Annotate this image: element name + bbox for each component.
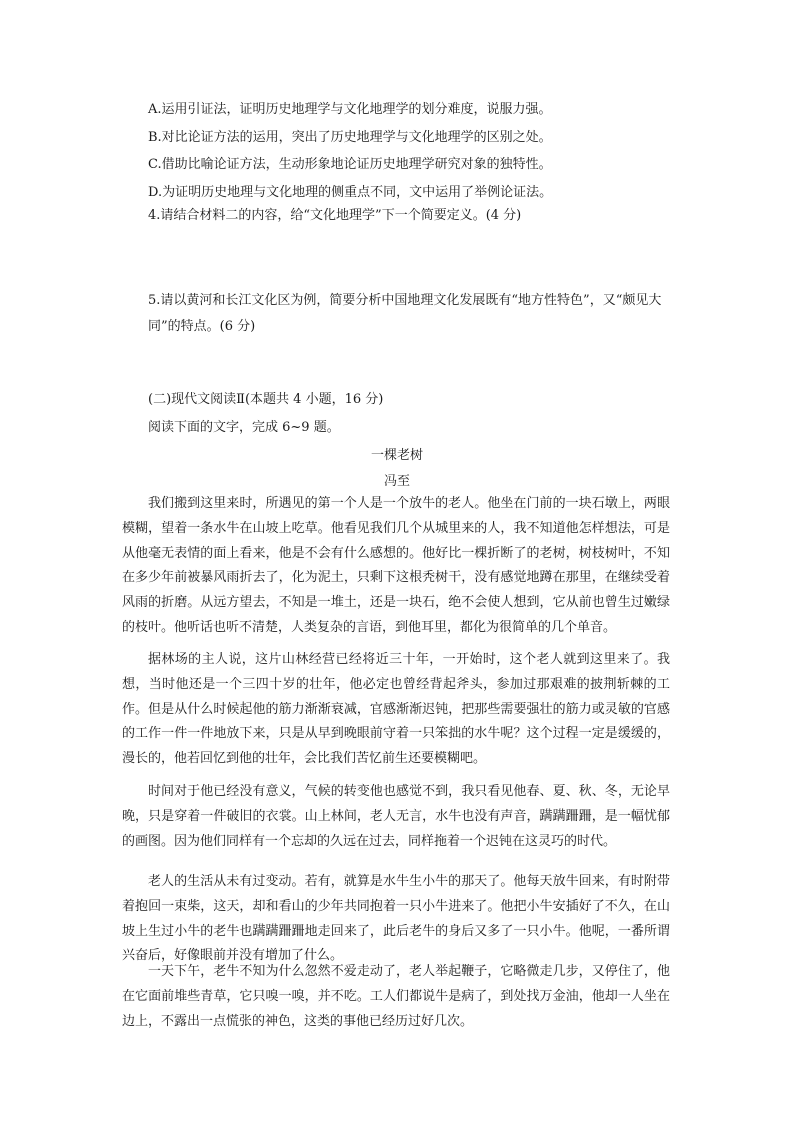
article-paragraph: 我们搬到这里来时，所遇见的第一个人是一个放牛的老人。他坐在门前的一块石墩上，两眼模糊，望着一条水牛在山坡上吃草。他看见我们几个从城里来的人，我不知道他怎样想法，可是从他毫无表情的面上看来，他是不会有什么感想的。他好比一棵折断了的老树，树枝树叶，不知在多少年前被暴风雨折去了，化为泥土，只剩下这根秃树干，没有感觉地蹲在那里，在继续受着风雨的折磨。从远方望去，不知是一堆土，还是一块石，绝不会使人想到，它从前也曾生过嫩绿的枝叶。他听话也听不清楚，人类复杂的言语，到他耳里，都化为很简单的几个单音。 <box>122 496 670 635</box>
article-paragraph: 老人的生活从未有过变动。若有，就算是水牛生小牛的那天了。他每天放牛回来，有时附带着抱回一束柴，这天，却和看山的少年共同抱着一只小牛进来了。他把小牛安插好了不久，在山坡上生过小牛的老牛也蹒蹒跚跚地走回来了，此后老牛的身后又多了一只小牛。他呢，一番所谓兴奋后，好像眼前并没有增加了什么。 <box>122 874 670 964</box>
article-paragraph: 据林场的主人说，这片山林经营已经将近三十年，一开始时，这个老人就到这里来了。我想，当时他还是一个三四十岁的壮年，他必定也曾经背起斧头，参加过那艰难的披荆斩棘的工作。但是从什么时候起他的筋力渐渐衰减，官感渐渐迟钝，把那些需要强壮的筋力或灵敏的官感的工作一件一件地放下来，只是从早到晚眼前守着一只笨拙的水牛呢？这个过程一定是缓缓的，漫长的，他若回忆到他的壮年，会比我们苦忆前生还要模糊吧。 <box>122 652 670 767</box>
article-author: 冯至 <box>383 474 410 489</box>
article-title: 一棵老树 <box>370 448 423 463</box>
option-d: D.为证明历史地理与文化地理的侧重点不同，文中运用了举例论证法。 <box>148 184 553 200</box>
question-5: 5.请以黄河和长江文化区为例，简要分析中国地理文化发展既有“地方性特色”，又“颇见大同”的特点。(6 分) <box>148 293 662 334</box>
answer-options <box>148 96 668 206</box>
option-b: B.对比论证方法的运用，突出了历史地理学与文化地理学的区别之处。 <box>148 129 552 145</box>
option-a: A.运用引证法，证明历史地理学与文化地理学的划分难度，说服力强。 <box>148 102 552 117</box>
option-c: C.借助比喻论证方法，生动形象地论证历史地理学研究对象的独特性。 <box>148 157 552 172</box>
section-heading: (二)现代文阅读Ⅱ(本题共 4 小题，16 分) <box>148 392 384 407</box>
question-4: 4.请结合材料二的内容，给“文化地理学”下一个简要定义。(4 分) <box>148 208 522 223</box>
article-paragraph: 时间对于他已经没有意义，气候的转变他也感觉不到，我只看见他春、夏、秋、冬，无论早晚，只是穿着一件破旧的衣裳。山上林间，老人无言，水牛也没有声音，蹒蹒跚跚，是一幅忧郁的画图。因为他们同样有一个忘却的久远在过去，同样拖着一个迟钝在这灵巧的时代。 <box>122 784 670 849</box>
article-paragraph: 一天下午，老牛不知为什么忽然不爱走动了，老人举起鞭子，它略微走几步，又停住了，他在它面前堆些青草，它只嗅一嗅，并不吃。工人们都说牛是病了，到处找万金油，他却一人坐在边上，不露出一点慌张的神色，这类的事他已经历过好几次。 <box>122 964 670 1029</box>
reading-instruction: 阅读下面的文字，完成 6~9 题。 <box>148 420 340 435</box>
